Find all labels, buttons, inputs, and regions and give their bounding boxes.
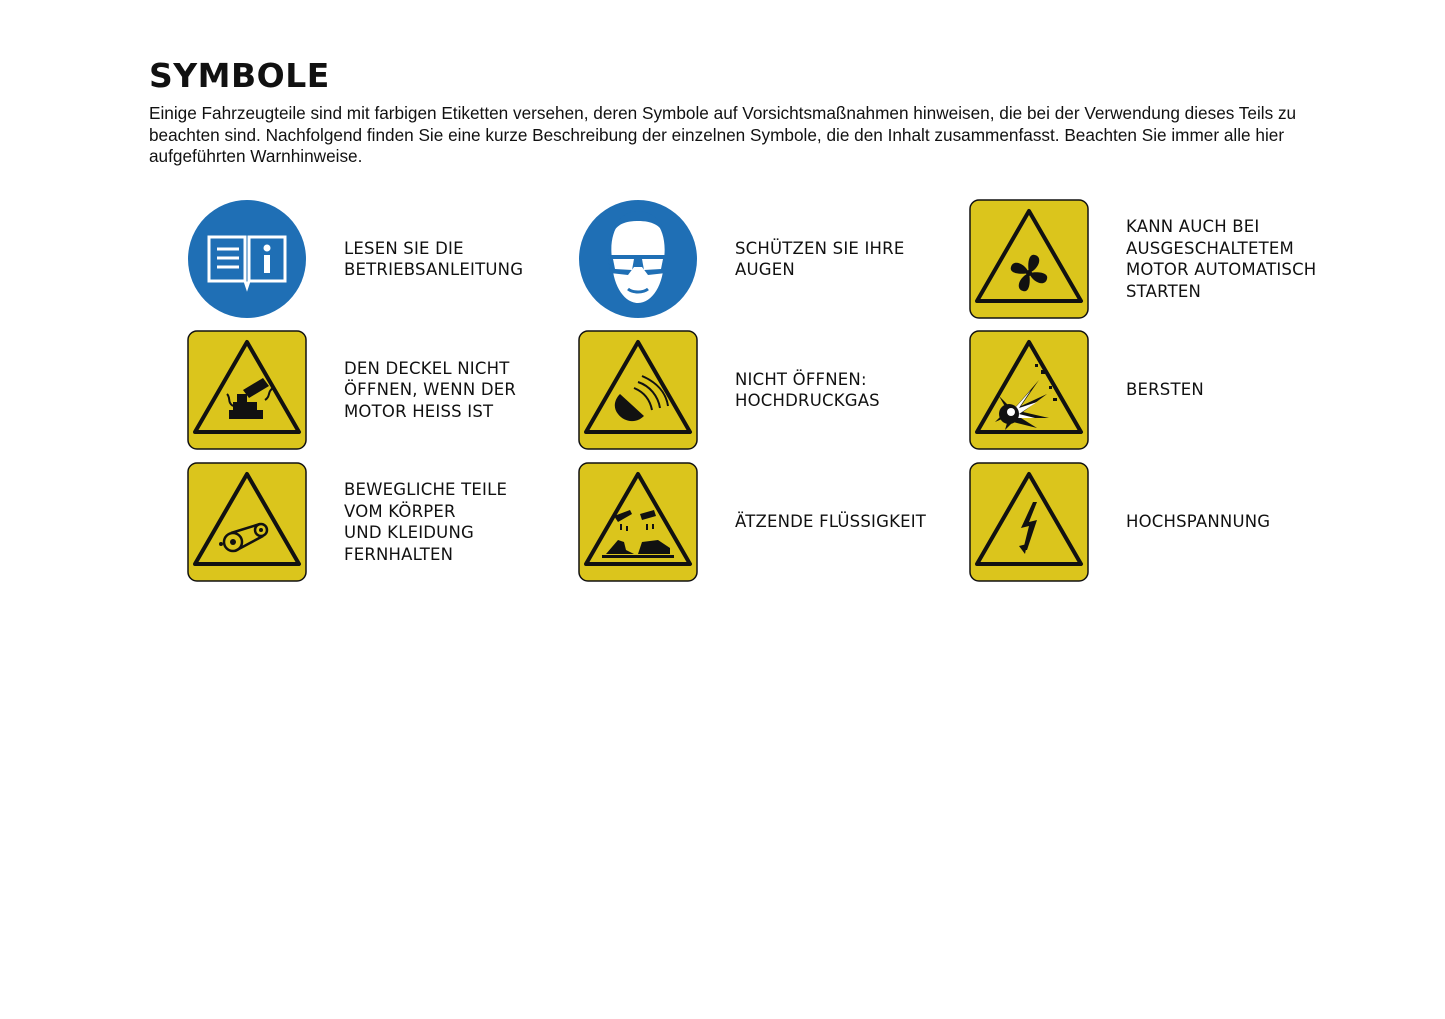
corrosive-liquid-icon [578, 462, 698, 582]
symbol-label: DEN DECKEL NICHT ÖFFNEN, WENN DER MOTOR HEISS IST [344, 358, 517, 421]
symbol-label: NICHT ÖFFNEN: HOCHDRUCKGAS [735, 369, 880, 410]
symbol-label: KANN AUCH BEI AUSGESCHALTETEM MOTOR AUTOMATISCH STARTEN [1126, 217, 1317, 301]
explosion-icon [969, 330, 1089, 450]
symbol-fan-auto-start [969, 199, 1349, 321]
symbol-label: LESEN SIE DIE BETRIEBSANLEITUNG [344, 238, 524, 279]
symbol-label: BEWEGLICHE TEILE VOM KÖRPER UND KLEIDUNG FERNHALTEN [344, 480, 508, 564]
symbol-explosion [969, 330, 1349, 452]
intro-paragraph: Einige Fahrzeugteile sind mit farbigen Etiketten versehen, deren Symbole auf Vorsichtsmaßnahmen hinweisen, die bei der Verwendung dieses Teils zu beachten sind. Nachfolgend finden Sie eine kurze Beschreibung der einzelnen Symbole, die den Inhalt zusammenfasst. Beachten Sie immer alle hier aufgeführten Warnhinweise. [149, 103, 1297, 166]
read-manual-icon [187, 199, 307, 319]
symbol-high-voltage [969, 462, 1349, 584]
symbol-moving-parts [187, 462, 567, 584]
symbol-label: HOCHSPANNUNG [1126, 512, 1271, 532]
symbol-hot-cap [187, 330, 567, 452]
pressurized-gas-icon [578, 330, 698, 450]
hot-cap-icon [187, 330, 307, 450]
symbol-label: BERSTEN [1126, 380, 1204, 400]
page-title: SYMBOLE [149, 56, 330, 95]
symbol-eye-protection [578, 199, 958, 321]
symbol-corrosive-liquid [578, 462, 958, 584]
high-voltage-icon [969, 462, 1089, 582]
fan-auto-start-icon [969, 199, 1089, 319]
eye-protection-icon [578, 199, 698, 319]
symbol-label: SCHÜTZEN SIE IHRE AUGEN [735, 238, 905, 279]
symbol-label: ÄTZENDE FLÜSSIGKEIT [735, 512, 927, 532]
symbol-pressurized-gas [578, 330, 958, 452]
symbol-read-manual [187, 199, 567, 321]
moving-parts-icon [187, 462, 307, 582]
